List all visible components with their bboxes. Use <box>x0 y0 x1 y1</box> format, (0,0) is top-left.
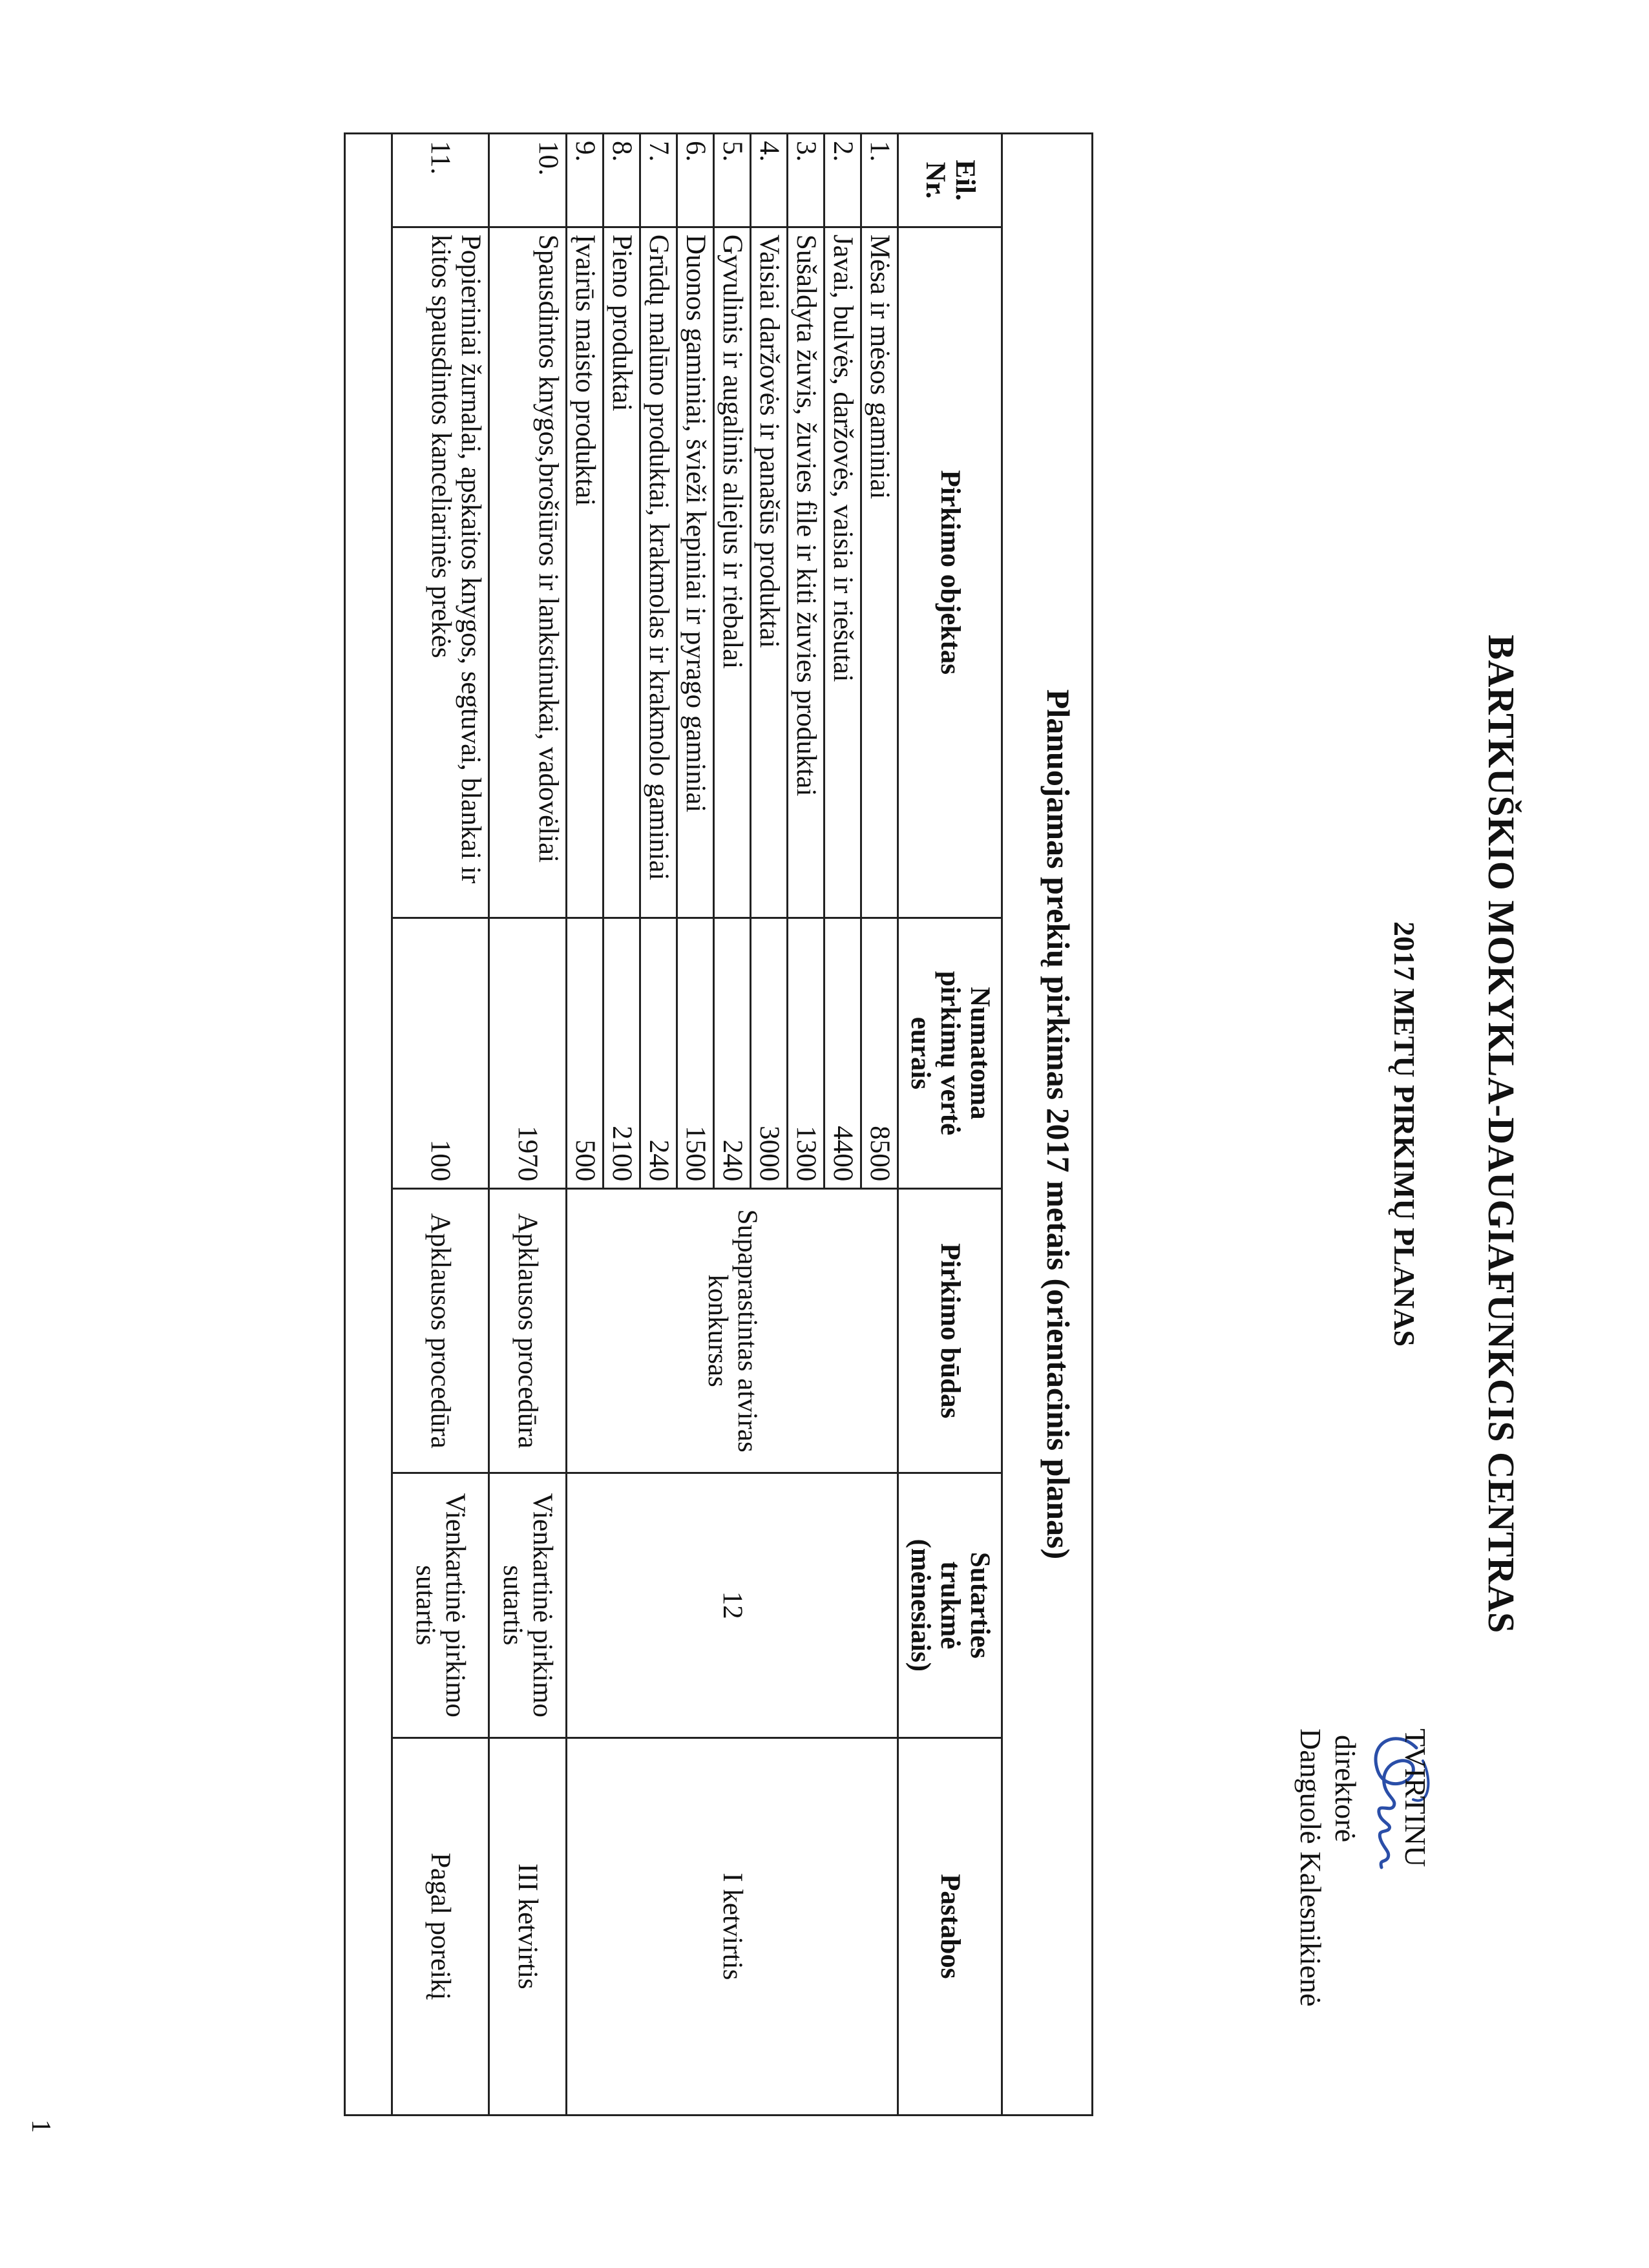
row-nr: 6. <box>677 134 714 227</box>
header-object: Pirkimo objektas <box>898 227 1002 918</box>
row-value: 240 <box>714 918 751 1189</box>
row-value: 240 <box>640 918 677 1189</box>
row-nr: 10. <box>489 134 567 227</box>
row-nr: 5. <box>714 134 751 227</box>
row-object: Sušaldyta žuvis, žuvies file ir kiti žuvies produktai <box>788 227 824 918</box>
header-nr-line1: Eil. <box>950 160 980 201</box>
header-value <box>898 918 1002 1189</box>
row-value: 1300 <box>788 918 824 1189</box>
row-value: 1970 <box>489 918 567 1189</box>
table-subtitle: Planuojamas prekių pirkimas 2017 metais (orientacinis planas) <box>1040 689 1077 1560</box>
row-duration: Vienkartinė pirkimo sutartis <box>489 1473 567 1738</box>
row-value: 2100 <box>604 918 640 1189</box>
table-row <box>861 134 898 2116</box>
header-value-line3: eurais <box>905 1016 936 1090</box>
header-method: Pirkimo būdas <box>898 1189 1002 1473</box>
row-object: Popieriniai žurnalai, apskaitos knygos, segtuvai, blankai ir kitos spausdintos kanceliarinės prekės <box>392 227 489 918</box>
approval-block <box>1293 1728 1433 2006</box>
row-nr: 2. <box>824 134 861 227</box>
row-value: 4400 <box>824 918 861 1189</box>
approver-name: Danguolė Kalesnikienė <box>1294 1728 1327 2007</box>
row-value: 3000 <box>751 918 788 1189</box>
header-value-line2: pirkimų vertė <box>935 971 965 1136</box>
row-notes: III ketvirtis <box>489 1738 567 2115</box>
row-duration: Vienkartinė pirkimo sutartis <box>392 1473 489 1738</box>
organization-title: BARTKUŠKIO MOKYKLA-DAUGIAFUNKCIS CENTRAS <box>1480 635 1522 1633</box>
row-nr: 8. <box>604 134 640 227</box>
table-header-row <box>898 134 1002 2116</box>
row-nr: 9. <box>567 134 604 227</box>
row-object: Mėsa ir mėsos gaminiai <box>861 227 898 918</box>
header-nr <box>898 134 1002 227</box>
row-object: Gyvulinis ir augalinis aliejus ir riebalai <box>714 227 751 918</box>
food-notes-cell: I ketvirtis <box>567 1738 898 2115</box>
header-nr-line2: Nr. <box>920 162 951 199</box>
food-method-cell: Supaprastintas atviras konkursas <box>567 1189 898 1473</box>
page-number: 1 <box>26 2119 56 2133</box>
row-value: 1500 <box>677 918 714 1189</box>
row-value: 100 <box>392 918 489 1189</box>
row-notes: Pagal poreikį <box>392 1738 489 2115</box>
row-object: Duonos gaminiai, švieži kepiniai ir pyrago gaminiai <box>677 227 714 918</box>
row-value: 8500 <box>861 918 898 1189</box>
plan-title: 2017 METŲ PIRKIMŲ PLANAS <box>1388 921 1421 1347</box>
row-method: Apklausos procedūra <box>392 1189 489 1473</box>
row-nr: 1. <box>861 134 898 227</box>
food-duration-cell: 12 <box>567 1473 898 1738</box>
row-nr: 3. <box>788 134 824 227</box>
header-value-line1: Numatoma <box>965 987 995 1120</box>
approve-label: TVIRTINU <box>1399 1728 1432 1867</box>
row-value: 500 <box>567 918 604 1189</box>
table-row <box>392 134 489 2116</box>
procurement-table <box>391 132 1003 2116</box>
approver-position: direktorė <box>1329 1735 1362 1843</box>
row-object: Vaisiai daržovės ir panašūs produktai <box>751 227 788 918</box>
row-nr: 4. <box>751 134 788 227</box>
header-notes: Pastabos <box>898 1738 1002 2115</box>
row-object: Pieno produktai <box>604 227 640 918</box>
row-object: Javai, bulvės, daržovės, vaisia ir riešutai <box>824 227 861 918</box>
header-duration-line2: trukmė <box>935 1561 965 1650</box>
header-duration <box>898 1473 1002 1738</box>
row-object: Įvairūs maisto produktai <box>567 227 604 918</box>
table-row <box>489 134 567 2116</box>
row-nr: 11. <box>392 134 489 227</box>
row-object: Grūdų malūno produktai, krakmolas ir krakmolo gaminiai <box>640 227 677 918</box>
row-nr: 7. <box>640 134 677 227</box>
header-duration-line1: Sutarties <box>965 1551 995 1659</box>
row-object: Spausdintos knygos,brošiūros ir lankstinukai, vadovėliai <box>489 227 567 918</box>
header-duration-line3: (mėnesiais) <box>905 1538 936 1672</box>
row-method: Apklausos procedūra <box>489 1189 567 1473</box>
